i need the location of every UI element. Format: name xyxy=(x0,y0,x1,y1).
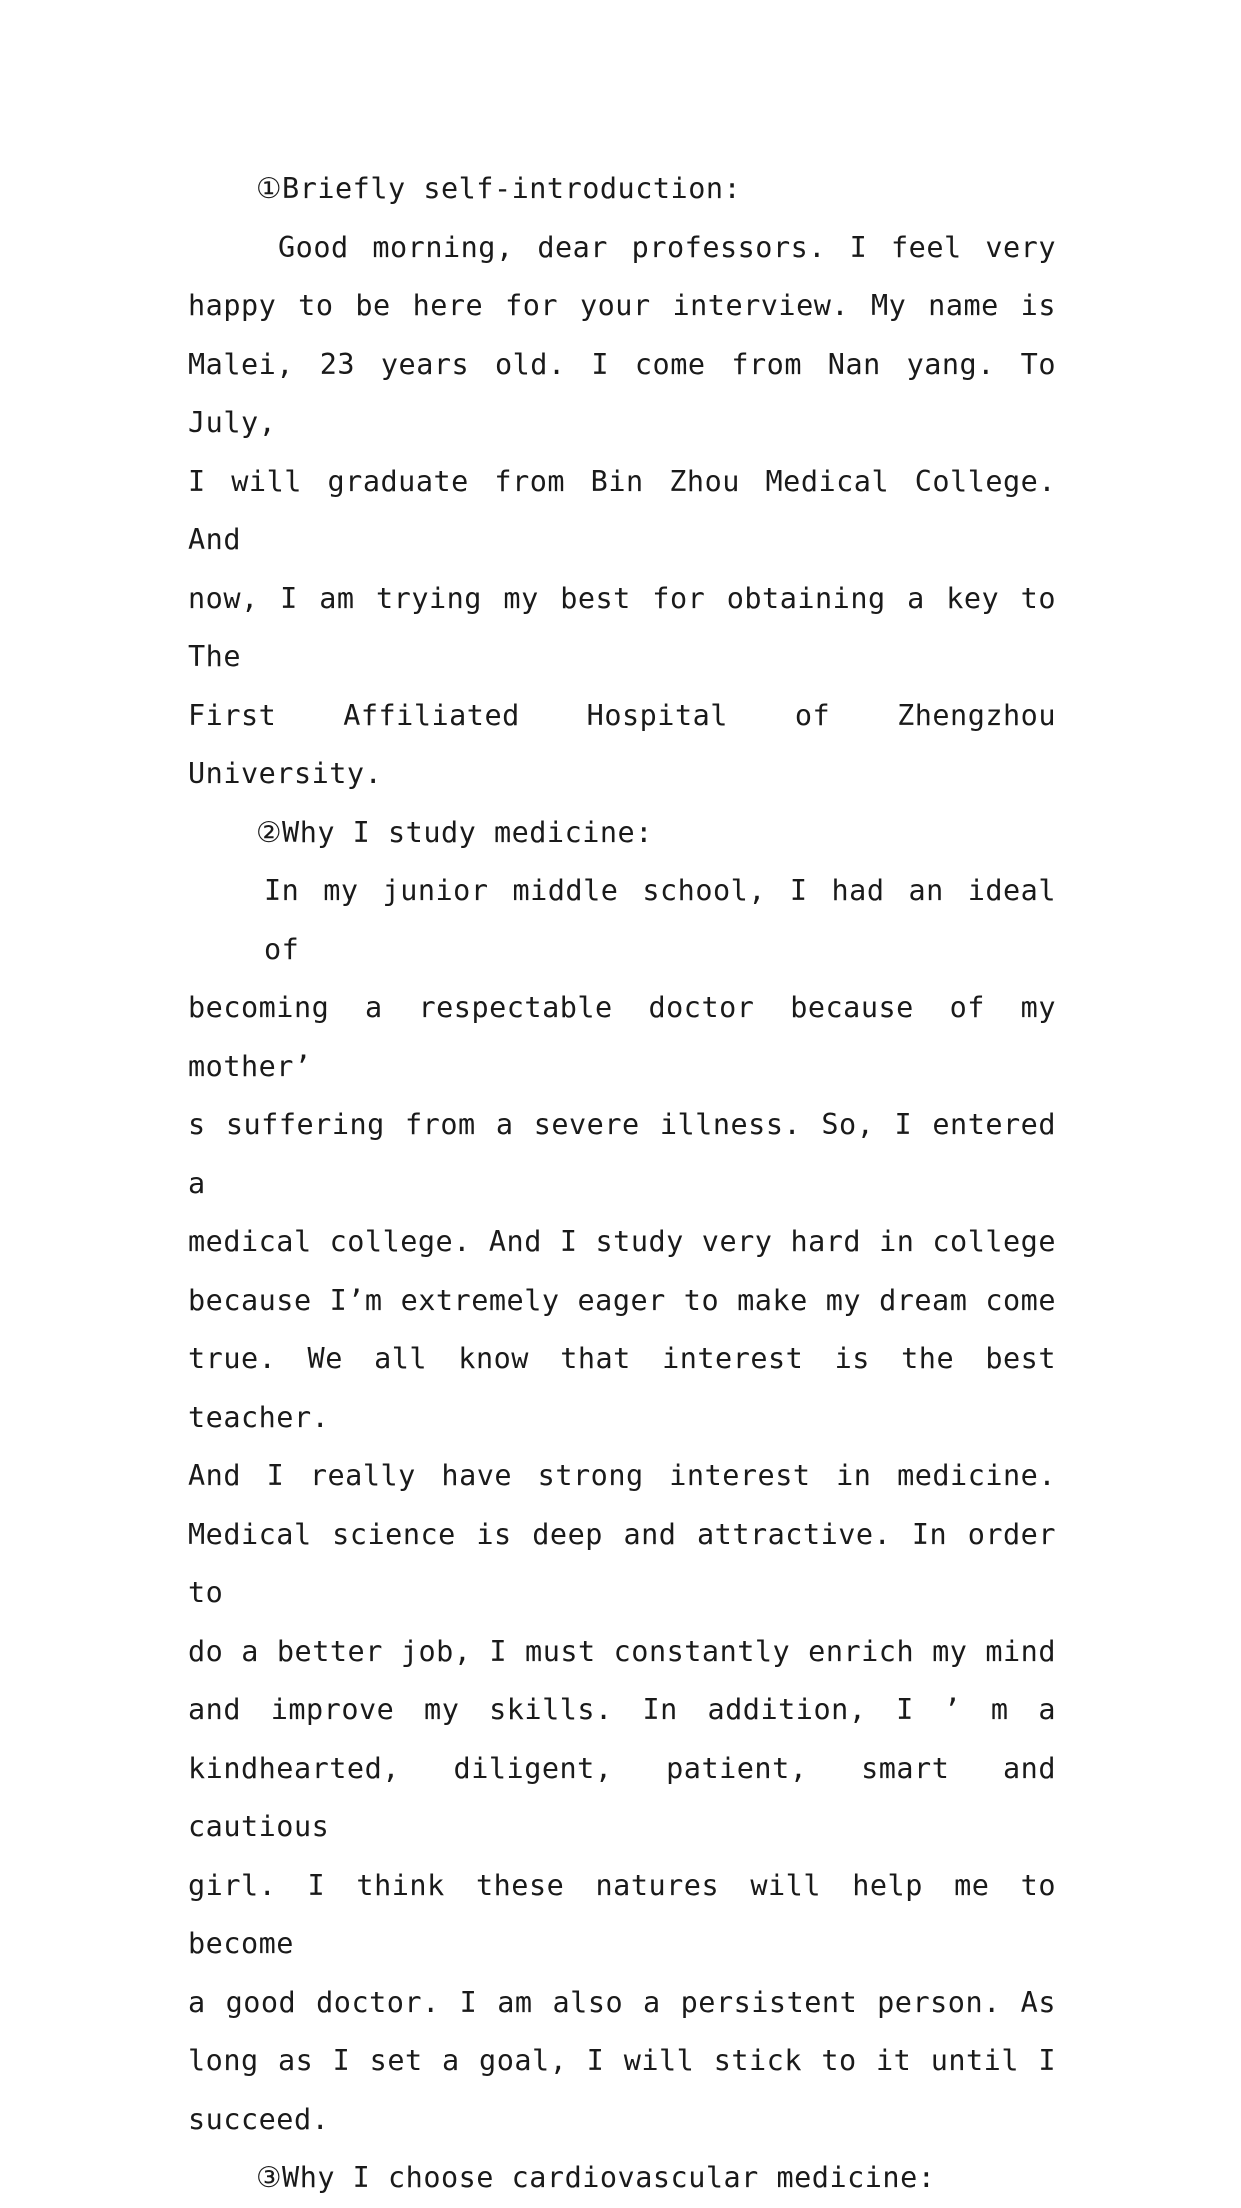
section-heading-why-cardiovascular: ③Why I choose cardiovascular medicine: xyxy=(256,2161,936,2194)
paragraph-line: true. We all know that interest is the best teacher. xyxy=(188,1342,1056,1434)
section-heading-why-medicine: ②Why I study medicine: xyxy=(256,815,653,849)
paragraph-line: Medical science is deep and attractive. In order to xyxy=(188,1517,1056,1609)
paragraph-line: happy to be here for your interview. My name is xyxy=(188,289,1056,322)
section-heading-self-introduction: ①Briefly self-introduction: xyxy=(256,172,742,205)
paragraph-line: And I really have strong interest in medicine. xyxy=(188,1459,1056,1492)
paragraph-line: a good doctor. I am also a persistent person. As xyxy=(188,1985,1056,2019)
paragraph-line: In my junior middle school, I had an ideal of xyxy=(264,874,1056,966)
paragraph-self-introduction xyxy=(188,219,1056,804)
paragraph-line: succeed. xyxy=(188,2102,330,2136)
paragraph-line: girl. I think these natures will help me to become xyxy=(188,1868,1056,1960)
paragraph-line: and improve my skills. In addition, I ’ m a xyxy=(188,1693,1056,1726)
paragraph-line: First Affiliated Hospital of Zhengzhou University. xyxy=(188,698,1056,790)
paragraph-line: I will graduate from Bin Zhou Medical College. And xyxy=(188,464,1056,556)
paragraph-line: now, I am trying my best for obtaining a key to The xyxy=(188,581,1056,673)
paragraph-line: do a better job, I must constantly enrich my mind xyxy=(188,1634,1056,1668)
paragraph-line: kindhearted, diligent, patient, smart and cautious xyxy=(188,1751,1056,1843)
paragraph-line: medical college. And I study very hard in college xyxy=(188,1225,1056,1258)
paragraph-line: because I’m extremely eager to make my dream come xyxy=(188,1283,1056,1317)
paragraph-line: Malei, 23 years old. I come from Nan yang. To July, xyxy=(188,347,1056,439)
paragraph-line: Good morning, dear professors. I feel very xyxy=(278,230,1056,264)
paragraph-line: long as I set a goal, I will stick to it until I xyxy=(188,2044,1056,2077)
document-body xyxy=(188,160,1056,2208)
paragraph-line: s suffering from a severe illness. So, I entered a xyxy=(188,1108,1056,1200)
paragraph-line: becoming a respectable doctor because of my mother’ xyxy=(188,991,1056,1083)
paragraph-why-medicine xyxy=(188,862,1056,2149)
